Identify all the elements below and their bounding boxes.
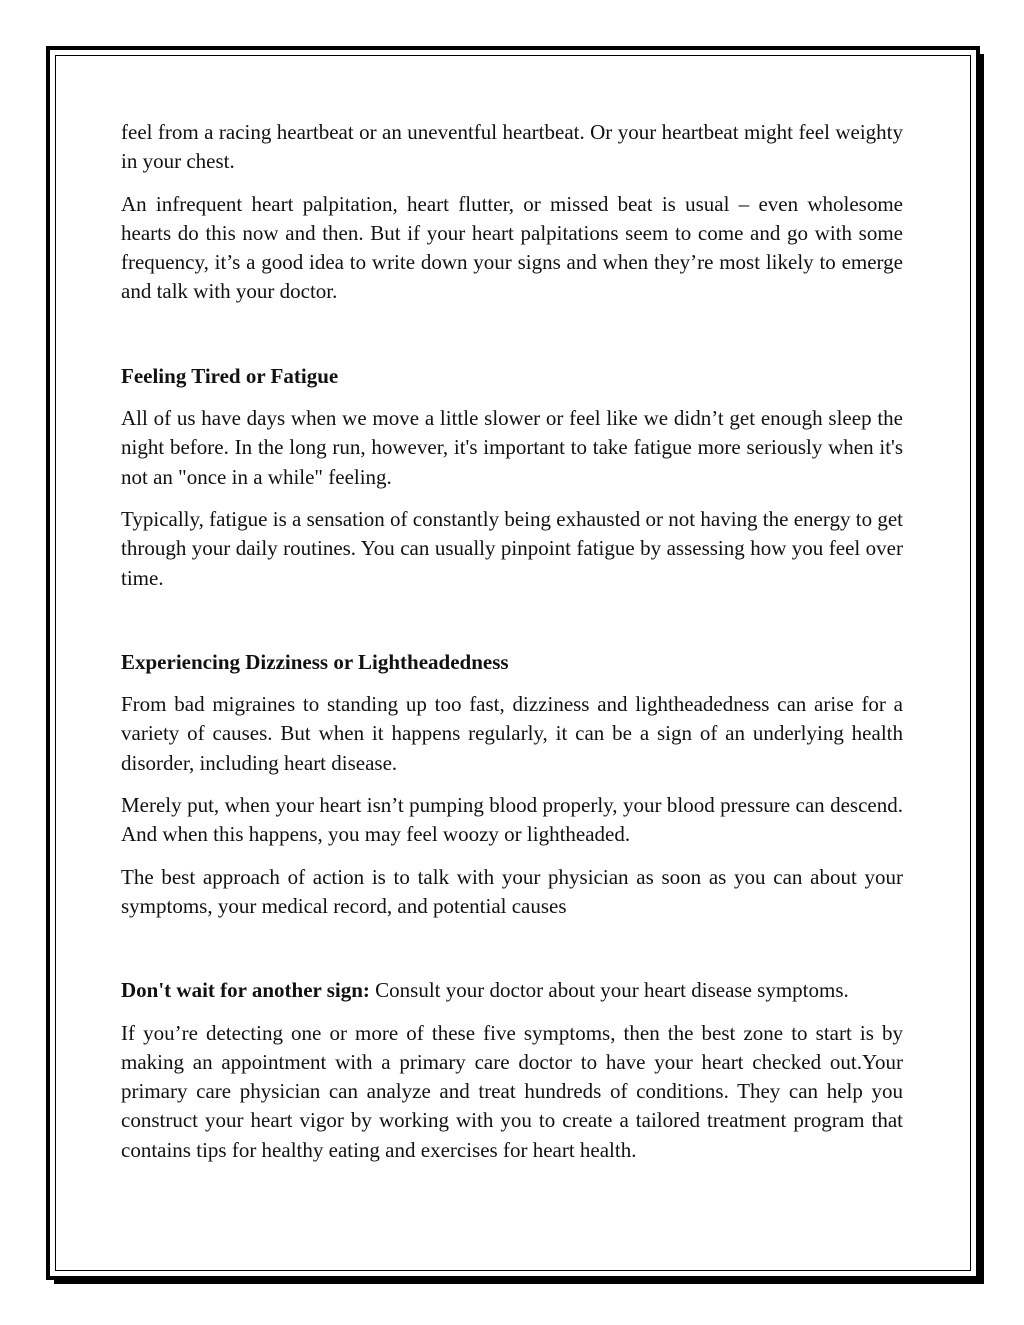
closing-lead-paragraph — [121, 976, 903, 1005]
intro-paragraph-2: An infrequent heart palpitation, heart flutter, or missed beat is usual – even wholesome hearts do this now and then. But if your heart palpitations seem to come and go with some frequency, it’s a good idea to write down your signs and when they’re most likely to emerge and talk with your doctor. — [121, 191, 903, 304]
intro-paragraph-1: feel from a racing heartbeat or an uneventful heartbeat. Or your heartbeat might feel weighty in your chest. — [121, 120, 903, 174]
section-gap — [121, 320, 903, 362]
closing-lead-bold: Don't wait for another sign: — [121, 978, 370, 1003]
closing-lead-rest: Consult your doctor about your heart disease symptoms. — [369, 978, 849, 1003]
dizziness-heading: Experiencing Dizziness or Lightheadedness — [121, 649, 509, 674]
dizziness-paragraph-2: Merely put, when your heart isn’t pumping blood properly, your blood pressure can descend. And when this happens, you may feel woozy or lightheaded. — [121, 793, 903, 847]
closing-paragraph-1: If you’re detecting one or more of these five symptoms, then the best zone to start is by making an appointment with a primary care doctor to have your heart checked out.Your primary care physician can analyze and treat hundreds of conditions. They can help you construct your heart vigor by working with you to create a tailored treatment program that contains tips for healthy eating and exercises for heart health. — [121, 1020, 903, 1162]
fatigue-paragraph-1: All of us have days when we move a little slower or feel like we didn’t get enough sleep the night before. In the long run, however, it's important to take fatigue more seriously when it's not an "once in a while" feeling. — [121, 406, 903, 489]
fatigue-heading: Feeling Tired or Fatigue — [121, 363, 339, 388]
document-body — [121, 118, 903, 1178]
section-gap — [121, 606, 903, 648]
dizziness-paragraph-1: From bad migraines to standing up too fast, dizziness and lightheadedness can arise for a variety of causes. But when it happens regularly, it can be a sign of an underlying health disorder, including heart disease. — [121, 692, 903, 775]
dizziness-paragraph-3: The best approach of action is to talk with your physician as soon as you can about your symptoms, your medical record, and potential causes — [121, 864, 903, 918]
section-gap — [121, 934, 903, 976]
fatigue-paragraph-2: Typically, fatigue is a sensation of constantly being exhausted or not having the energy to get through your daily routines. You can usually pinpoint fatigue by assessing how you feel over time. — [121, 506, 903, 590]
